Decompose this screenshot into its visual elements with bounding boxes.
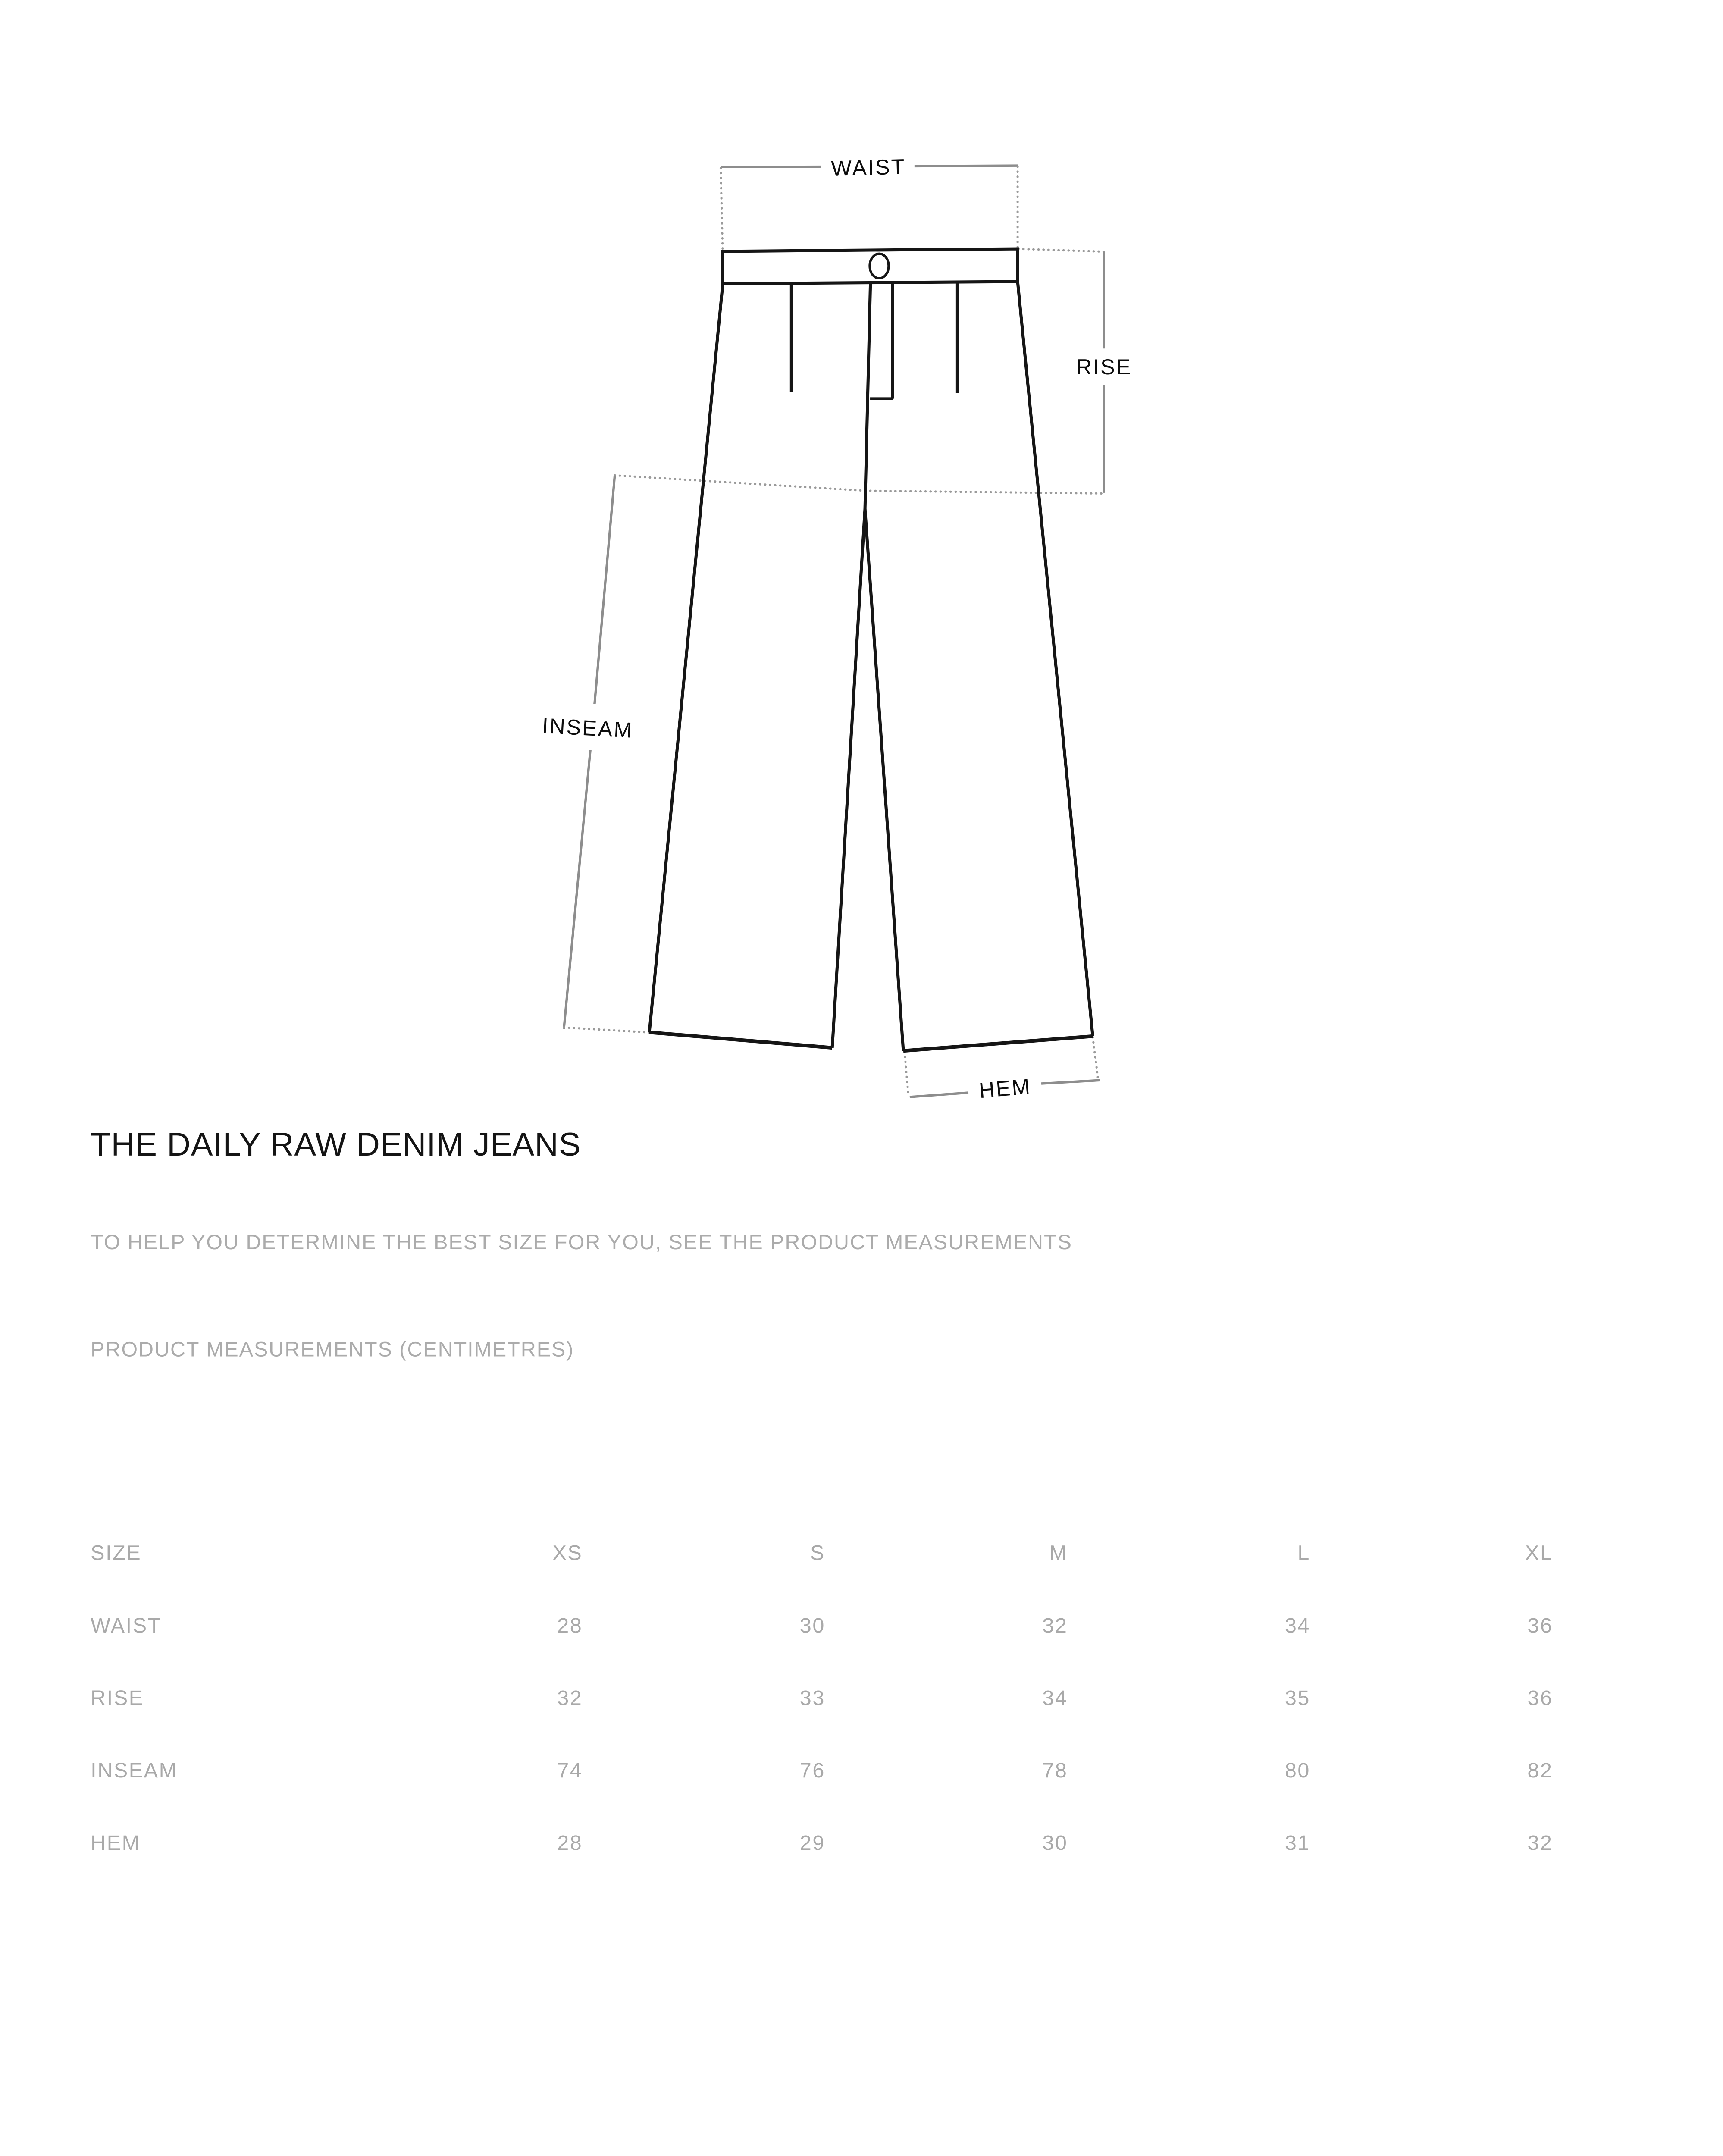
hem-measure-line-right [1041, 1080, 1100, 1084]
size-table [91, 1518, 1553, 1880]
cell-value: 32 [1527, 1832, 1553, 1856]
cell-value: 32 [557, 1687, 583, 1711]
rise-inseam-dotted-crotch [615, 475, 1104, 493]
row-label: INSEAM [91, 1759, 178, 1783]
waist-measure [721, 154, 1018, 251]
left-leg-inner-seam [832, 509, 865, 1048]
row-label: WAIST [91, 1614, 162, 1639]
waistband-button-icon [870, 254, 889, 278]
intro-text: TO HELP YOU DETERMINE THE BEST SIZE FOR YOU, SEE THE PRODUCT MEASUREMENTS [91, 1231, 1072, 1255]
right-leg-hem [903, 1036, 1093, 1051]
hem-dotted-left [905, 1052, 908, 1096]
inseam-label: INSEAM [541, 713, 634, 743]
column-header-l: L [1297, 1542, 1311, 1566]
inseam-measure [542, 475, 649, 1032]
left-leg-hem [649, 1032, 832, 1048]
column-header-s: S [810, 1542, 825, 1566]
cell-value: 74 [557, 1759, 583, 1783]
row-label: RISE [91, 1687, 144, 1711]
cell-value: 28 [557, 1614, 583, 1639]
table-row-waist [91, 1590, 1553, 1663]
row-label: HEM [91, 1832, 141, 1856]
table-row-rise [91, 1663, 1553, 1735]
hem-dotted-right [1093, 1037, 1098, 1081]
cell-value: 28 [557, 1832, 583, 1856]
cell-value: 78 [1042, 1759, 1068, 1783]
page-title: THE DAILY RAW DENIM JEANS [91, 1126, 581, 1163]
cell-value: 80 [1284, 1759, 1311, 1783]
cell-value: 30 [1042, 1832, 1068, 1856]
cell-value: 82 [1527, 1759, 1553, 1783]
table-header-row [91, 1518, 1553, 1590]
inseam-dotted-bottom [564, 1028, 649, 1033]
cell-value: 34 [1042, 1687, 1068, 1711]
right-leg-outer-seam [1018, 282, 1093, 1036]
cell-value: 36 [1527, 1687, 1553, 1711]
cell-value: 29 [799, 1832, 825, 1856]
cell-value: 76 [799, 1759, 825, 1783]
rise-label: RISE [1076, 355, 1132, 379]
cell-value: 35 [1284, 1687, 1311, 1711]
column-header-xs: XS [552, 1542, 583, 1566]
cell-value: 34 [1284, 1614, 1311, 1639]
hem-label: HEM [978, 1074, 1032, 1103]
table-row-inseam [91, 1735, 1553, 1808]
waist-dotted-left [721, 168, 723, 251]
cell-value: 33 [799, 1687, 825, 1711]
hem-measure-line-left [910, 1093, 968, 1097]
inseam-measure-line-upper [595, 475, 615, 704]
cell-value: 32 [1042, 1614, 1068, 1639]
rise-measure [615, 249, 1132, 493]
jeans-outline [649, 249, 1093, 1051]
left-leg-outer-seam [649, 284, 723, 1032]
section-heading: PRODUCT MEASUREMENTS (CENTIMETRES) [91, 1338, 574, 1362]
column-header-size: SIZE [91, 1542, 142, 1566]
right-leg-inner-seam [865, 509, 903, 1051]
table-row-hem [91, 1808, 1553, 1880]
inseam-measure-line-lower [564, 750, 590, 1029]
cell-value: 36 [1527, 1614, 1553, 1639]
column-header-m: M [1049, 1542, 1068, 1566]
cell-value: 31 [1284, 1832, 1311, 1856]
cell-value: 30 [799, 1614, 825, 1639]
waist-label: WAIST [830, 154, 906, 181]
rise-dotted-top [1018, 249, 1104, 251]
column-header-xl: XL [1525, 1542, 1553, 1566]
fly-seam-left [865, 283, 871, 509]
